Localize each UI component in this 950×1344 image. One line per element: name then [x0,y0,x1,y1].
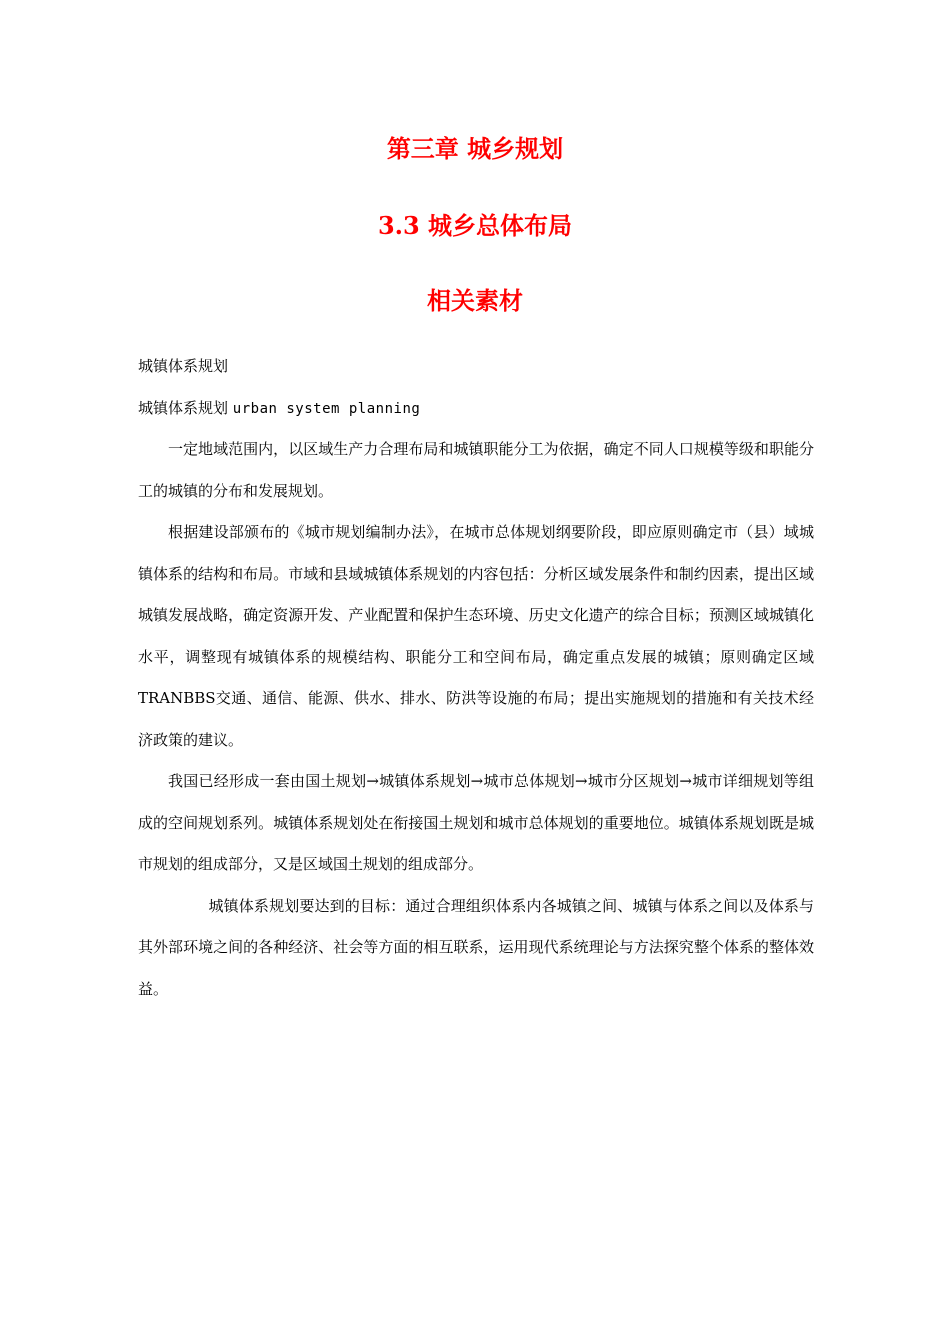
term-en: urban system planning [232,400,421,417]
topic-heading: 城镇体系规划 [138,357,229,375]
term-cn: 城镇体系规划 [138,398,229,417]
paragraph-4: 城镇体系规划要达到的目标：通过合理组织体系内各城镇之间、城镇与体系之间以及体系与其外部环境之间的各种经济、社会等方面的相互联系，运用现代系统理论与方法探究整个体系的整体效益。 [138,896,814,998]
subtitle: 相关素材 [427,286,523,315]
term-line [138,388,814,430]
paragraph-1: 一定地域范围内，以区域生产力合理布局和城镇职能分工为依据，确定不同人口规模等级和职能分工的城镇的分布和发展规划。 [138,440,814,500]
section-title: 3.3 城乡总体布局 [377,211,573,240]
paragraph-2: 根据建设部颁布的《城市规划编制办法》，在城市总体规划纲要阶段，即应原则确定市（县）域城镇体系的结构和布局。市域和县域城镇体系规划的内容包括：分析区域发展条件和制约因素，提出区域城镇发展战略，确定资源开发、产业配置和保护生态环境、历史文化遗产的综合目标；预测区域城镇化水平，调整现有城镇体系的规模结构、职能分工和空间布局，确定重点发展的城镇；原则确定区域TRANBBS交通、通信、能源、供水、排水、防洪等设施的布局；提出实施规划的措施和有关技术经济政策的建议。 [138,523,814,749]
paragraph-3: 我国已经形成一套由国土规划→城镇体系规划→城市总体规划→城市分区规划→城市详细规划等组成的空间规划系列。城镇体系规划处在衔接国土规划和城市总体规划的重要地位。城镇体系规划既是城市规划的组成部分，又是区域国土规划的组成部分。 [138,772,814,873]
chapter-title: 第三章 城乡规划 [386,134,564,163]
document-body [138,346,814,1010]
